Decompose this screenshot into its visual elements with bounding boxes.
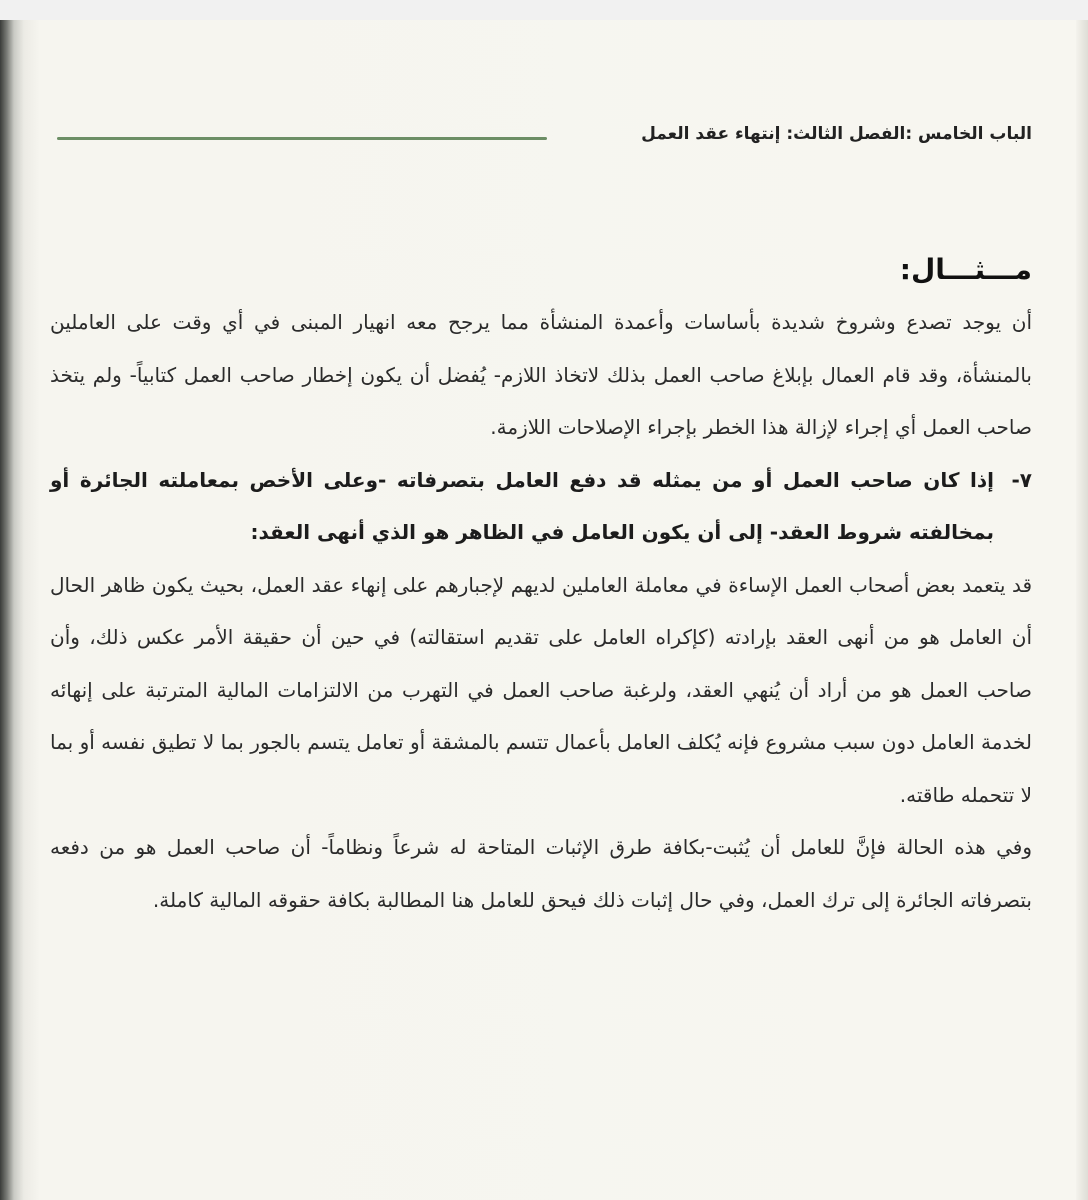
- list-item-number: ٧-: [1011, 467, 1032, 492]
- list-item-text: إذا كان صاحب العمل أو من يمثله قد دفع العامل بتصرفاته -وعلى الأخص بمعاملته الجائرة أو بمخالفته شروط العقد- إلى أن يكون العامل في الظاهر هو الذي أنهى العقد:: [50, 467, 994, 544]
- body-paragraph-1: قد يتعمد بعض أصحاب العمل الإساءة في معاملة العاملين لديهم لإجبارهم على إنهاء عقد العمل، بحيث يكون ظاهر الحال أن العامل هو من أنهى العقد بإرادته (كإكراه العامل على تقديم استقالته) في حين أن حقيقة الأمر عكس ذلك، وأن صاحب العمل هو من أراد أن يُنهي العقد، ولرغبة صاحب العمل في التهرب من الالتزامات المالية المترتبة على إنهائه لخدمة العامل دون سبب مشروع فإنه يُكلف العامل بأعمال تتسم بالمشقة أو تعامل يتسم بالجور بما لا تطيق نفسه أو بما لا تتحمله طاقته.: [50, 572, 1032, 807]
- viewer-top-bar: [0, 0, 1088, 21]
- book-page: [0, 20, 1088, 1200]
- body-paragraph-2: وفي هذه الحالة فإنَّ للعامل أن يُثبت-بكافة طرق الإثبات المتاحة له شرعاً ونظاماً- أن صاحب العمل هو من دفعه بتصرفاته الجائرة إلى ترك العمل، وفي حال إثبات ذلك فيحق للعامل هنا المطالبة بكافة حقوقه المالية كاملة.: [50, 835, 1032, 912]
- example-paragraph: أن يوجد تصدع وشروخ شديدة بأساسات وأعمدة المنشأة مما يرجح معه انهيار المبنى في أي وقت على العاملين بالمنشأة، وقد قام العمال بإبلاغ صاحب العمل بذلك لاتخاذ اللازم- يُفضل أن يكون إخطار صاحب العمل كتابياً- ولم يتخذ صاحب العمل أي إجراء لإزالة هذا الخطر بإجراء الإصلاحات اللازمة.: [50, 310, 1032, 439]
- list-item-7: [50, 454, 1032, 559]
- page-content: [50, 244, 1032, 926]
- example-heading: مـــثـــال:: [899, 253, 1032, 286]
- running-head: الباب الخامس :الفصل الثالث: إنتهاء عقد العمل: [641, 124, 1032, 144]
- page-edge-shadow: [1076, 20, 1088, 1200]
- header-rule: [57, 137, 547, 140]
